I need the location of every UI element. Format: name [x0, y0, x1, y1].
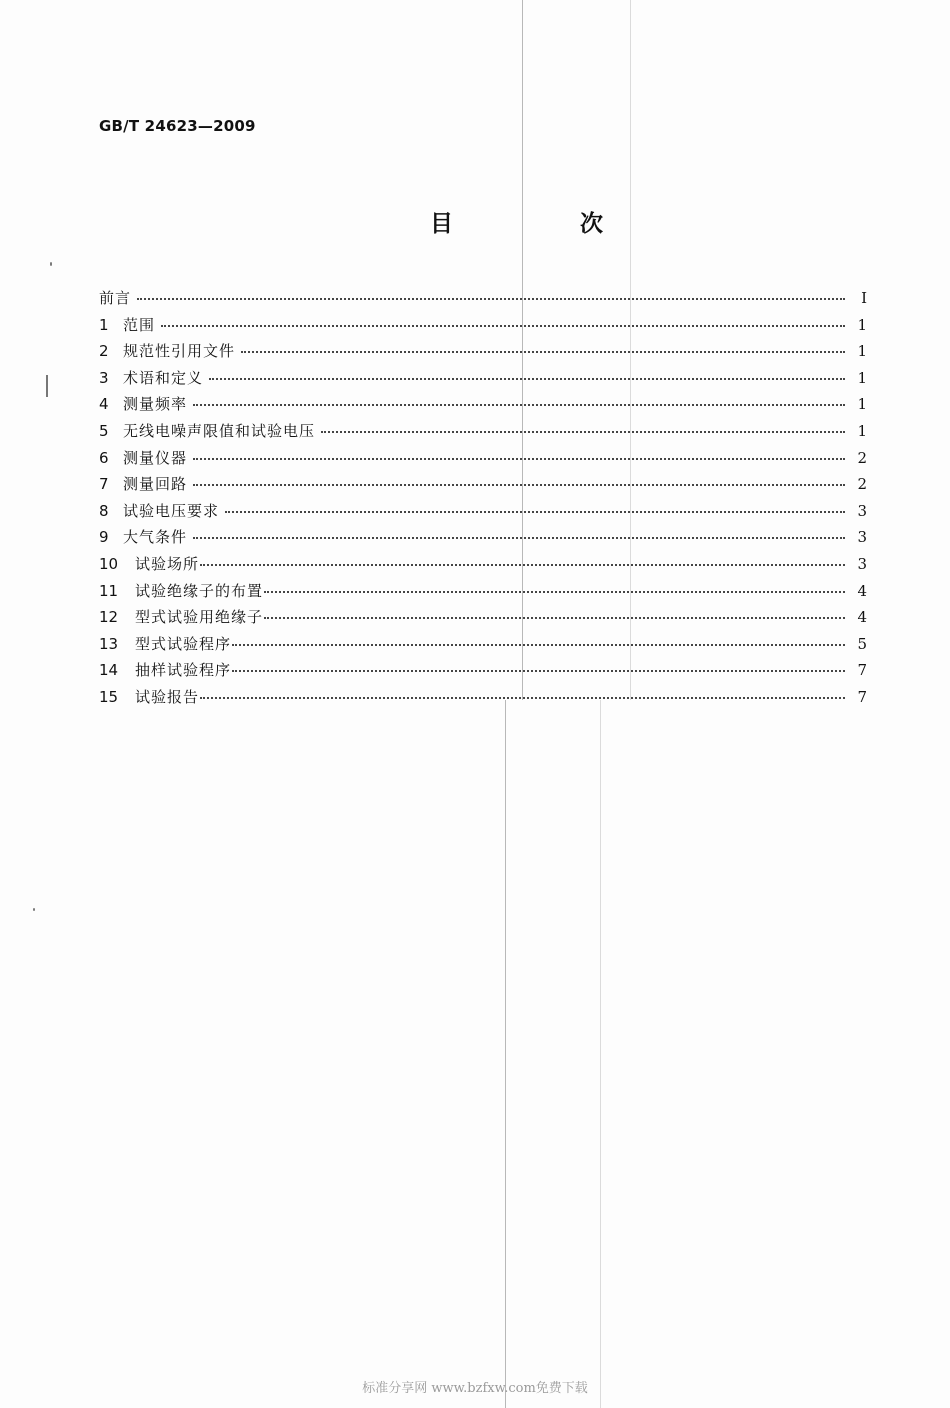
toc-leader-dots — [264, 617, 845, 619]
toc-entry[interactable] — [99, 314, 867, 341]
toc-entry[interactable] — [99, 526, 867, 553]
toc-leader-dots — [200, 697, 845, 699]
toc-leader-dots — [193, 458, 845, 460]
toc-entry[interactable] — [99, 686, 867, 713]
toc-entry-page: 7 — [857, 661, 867, 680]
toc-entry-page: 5 — [857, 634, 867, 653]
toc-leader-dots — [200, 564, 845, 566]
toc-entry-number: 13 — [99, 634, 119, 653]
toc-entry-number: 10 — [99, 554, 119, 573]
toc-leader-dots — [241, 351, 845, 353]
toc-entry-label: 大气条件 — [123, 528, 188, 547]
toc-entry-number: 8 — [99, 501, 109, 520]
toc-entry[interactable] — [99, 367, 867, 394]
table-of-contents — [99, 287, 867, 713]
toc-entry[interactable] — [99, 393, 867, 420]
toc-leader-dots — [232, 670, 845, 672]
toc-entry-page: 2 — [857, 475, 867, 494]
toc-leader-dots — [137, 298, 845, 300]
toc-entry-label: 前言 — [99, 289, 132, 307]
toc-entry-label: 抽样试验程序 — [135, 661, 232, 680]
toc-entry-label: 测量回路 — [123, 475, 188, 494]
toc-leader-dots — [193, 537, 845, 539]
toc-leader-dots — [193, 404, 845, 406]
toc-entry[interactable] — [99, 553, 867, 580]
toc-entry[interactable] — [99, 633, 867, 660]
toc-entry-label: 测量频率 — [123, 395, 188, 414]
toc-entry-number: 1 — [99, 315, 109, 334]
standard-code: GB/T 24623—2009 — [99, 117, 256, 135]
toc-entry-label: 无线电噪声限值和试验电压 — [123, 421, 316, 440]
toc-entry-page: 3 — [857, 528, 867, 547]
toc-entry-number: 14 — [99, 661, 119, 680]
toc-leader-dots — [232, 644, 845, 646]
toc-entry-label: 试验绝缘子的布置 — [135, 581, 264, 600]
toc-entry-page: 4 — [857, 581, 867, 600]
toc-leader-dots — [321, 431, 845, 433]
toc-entry-label: 测量仪器 — [123, 448, 188, 467]
toc-entry[interactable] — [99, 580, 867, 607]
toc-leader-dots — [264, 591, 845, 593]
toc-entry-page: 7 — [857, 687, 867, 706]
scan-fold-line — [505, 700, 506, 1408]
toc-entry-label: 试验报告 — [135, 687, 200, 706]
toc-leader-dots — [225, 511, 845, 513]
scan-speck — [50, 262, 52, 266]
toc-entry-number: 7 — [99, 475, 109, 494]
toc-entry-number: 12 — [99, 608, 119, 627]
toc-entry-number: 3 — [99, 368, 109, 387]
toc-entry-page: 1 — [857, 315, 867, 334]
toc-entry[interactable] — [99, 447, 867, 474]
scan-fold-line — [600, 700, 601, 1408]
toc-leader-dots — [193, 484, 845, 486]
toc-leader-dots — [209, 378, 845, 380]
toc-entry-page: 1 — [857, 421, 867, 440]
toc-entry-number: 2 — [99, 342, 109, 361]
toc-entry-number: 6 — [99, 448, 109, 467]
toc-entry-page: 1 — [857, 395, 867, 414]
toc-entry-label: 规范性引用文件 — [123, 342, 236, 361]
toc-leader-dots — [161, 325, 845, 327]
toc-entry-label: 型式试验用绝缘子 — [135, 608, 264, 627]
toc-entry[interactable] — [99, 659, 867, 686]
toc-entry-page: 4 — [857, 608, 867, 627]
toc-entry-label: 术语和定义 — [123, 368, 204, 387]
toc-entry[interactable] — [99, 340, 867, 367]
toc-title: 目 次 — [430, 211, 655, 237]
toc-entry-number: 15 — [99, 687, 119, 706]
toc-entry-page: 2 — [857, 448, 867, 467]
toc-entry-label: 试验场所 — [135, 554, 200, 573]
toc-entry-page: I — [861, 289, 867, 307]
toc-entry-page: 1 — [857, 342, 867, 361]
footer-watermark: 标准分享网 www.bzfxw.com免费下载 — [362, 1381, 588, 1396]
toc-entry-number: 4 — [99, 395, 109, 414]
toc-entry[interactable] — [99, 287, 867, 314]
toc-entry-label: 范围 — [123, 315, 156, 334]
toc-entry-number: 11 — [99, 581, 119, 600]
toc-entry[interactable] — [99, 500, 867, 527]
toc-entry[interactable] — [99, 473, 867, 500]
toc-entry[interactable] — [99, 420, 867, 447]
scan-speck — [46, 375, 48, 397]
toc-entry-number: 5 — [99, 421, 109, 440]
scan-speck — [33, 908, 35, 911]
toc-entry-page: 1 — [857, 368, 867, 387]
toc-entry-page: 3 — [857, 554, 867, 573]
toc-entry[interactable] — [99, 606, 867, 633]
toc-entry-label: 试验电压要求 — [123, 501, 220, 520]
toc-entry-page: 3 — [857, 501, 867, 520]
toc-entry-number: 9 — [99, 528, 109, 547]
toc-entry-label: 型式试验程序 — [135, 634, 232, 653]
